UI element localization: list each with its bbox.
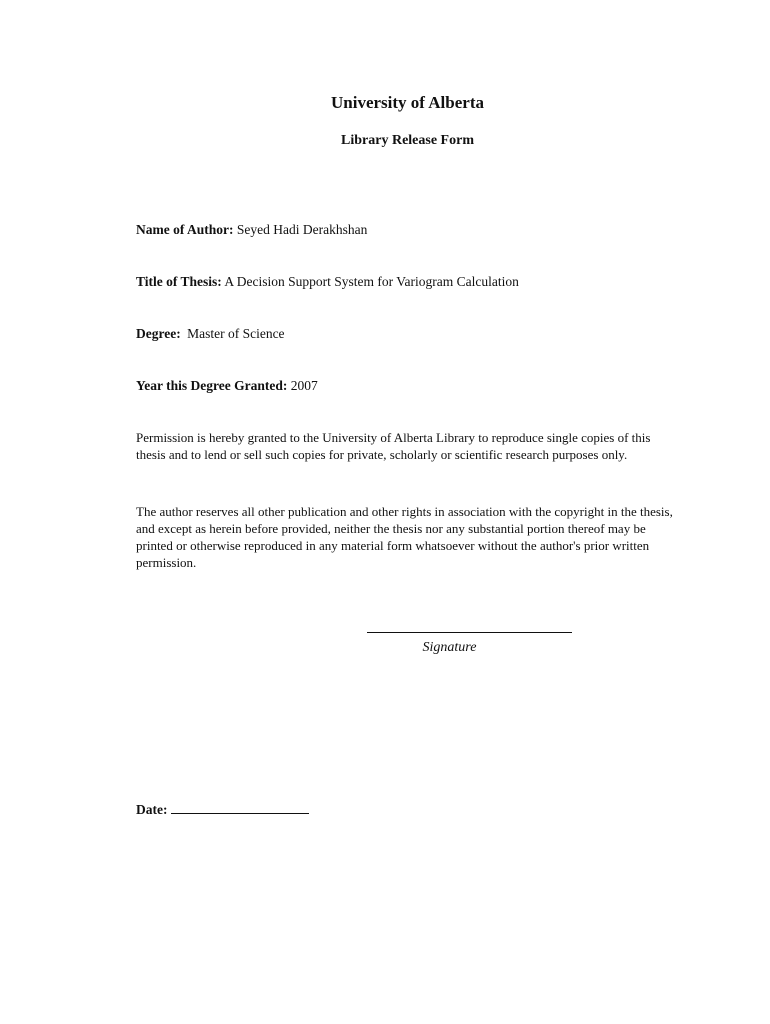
rights-paragraph: The author reserves all other publication and other rights in association with the copyright in the thesis, and except as herein before provided, neither the thesis nor any substantial portion thereof may be printed or otherwise reproduced in any material form whatsoever without the author's prior written permission.: [136, 504, 673, 570]
permission-paragraph: Permission is hereby granted to the University of Alberta Library to reproduce single copies of this thesis and to lend or sell such copies for private, scholarly or scientific research purposes only.: [136, 430, 651, 462]
author-label: Name of Author:: [136, 222, 234, 237]
year-label: Year this Degree Granted:: [136, 378, 288, 393]
degree-label: Degree:: [136, 326, 181, 341]
date-label: Date:: [136, 802, 168, 817]
date-blank-line: [171, 800, 309, 814]
author-field: [136, 222, 367, 238]
institution-title: University of Alberta: [331, 93, 484, 112]
degree-field: [136, 326, 285, 342]
thesis-title-value: A Decision Support System for Variogram Calculation: [224, 274, 519, 289]
thesis-title-field: [136, 274, 519, 290]
signature-line: [367, 632, 572, 633]
thesis-title-label: Title of Thesis:: [136, 274, 222, 289]
author-value: Seyed Hadi Derakhshan: [236, 222, 368, 237]
signature-label: Signature: [422, 640, 477, 655]
year-value: 2007: [290, 378, 318, 393]
degree-value: Master of Science: [187, 326, 285, 341]
form-title: Library Release Form: [341, 133, 474, 148]
year-field: [136, 378, 318, 394]
date-field: [136, 800, 309, 818]
